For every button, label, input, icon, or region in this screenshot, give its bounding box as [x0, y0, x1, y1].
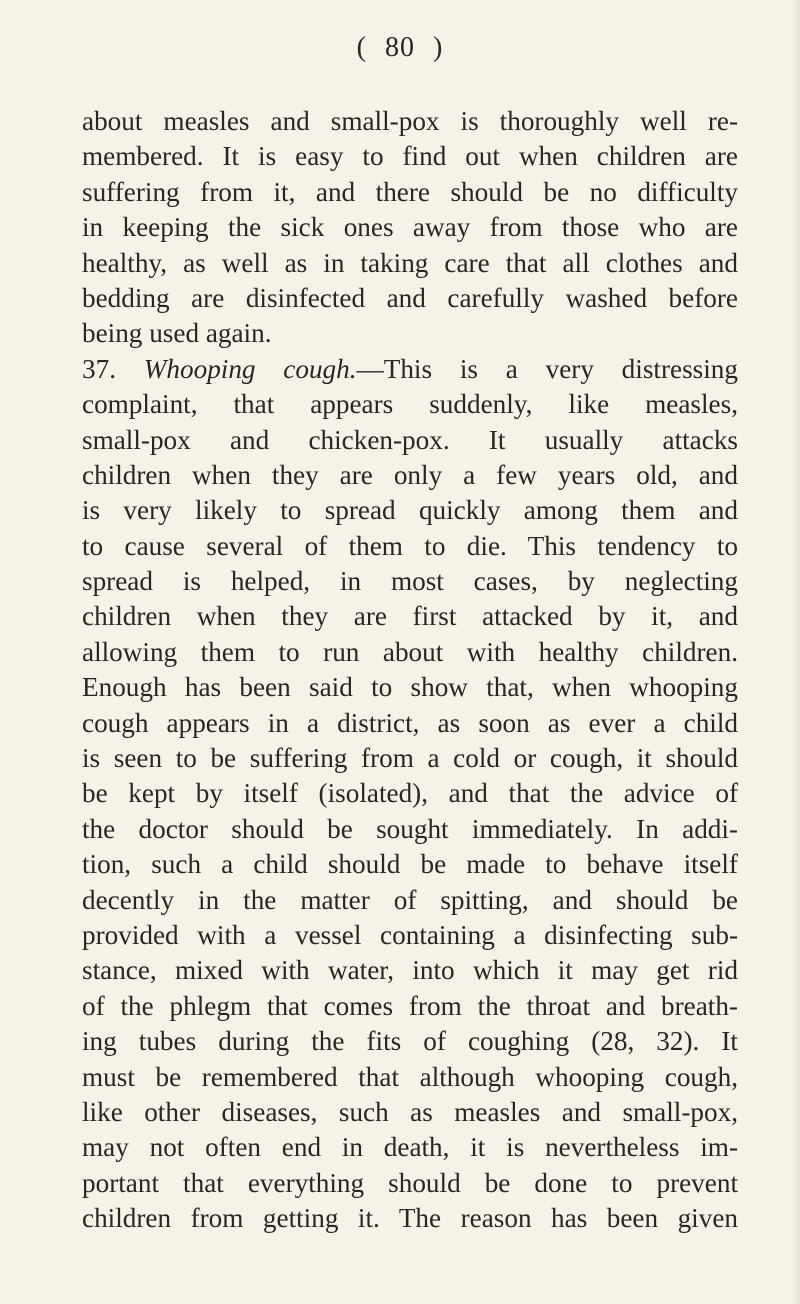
- text-line: small-pox and chicken-pox. It usually attacks: [82, 424, 738, 455]
- text-line: in keeping the sick ones away from those who are: [82, 212, 738, 243]
- text-line: portant that everything should be done to prevent: [82, 1167, 738, 1198]
- text-line: must be remembered that although whooping cough,: [82, 1061, 738, 1092]
- text-line: membered. It is easy to find out when children are: [82, 141, 738, 172]
- text-line: spread is helped, in most cases, by neglecting: [82, 566, 738, 597]
- section-number: 37.: [82, 353, 116, 384]
- text-line: tion, such a child should be made to behave itself: [82, 849, 738, 880]
- section-heading-continuation: —This is a very distressing: [356, 353, 738, 384]
- text-line: of the phlegm that comes from the throat and breath-: [82, 990, 738, 1021]
- text-line: the doctor should be sought immediately. In addi-: [82, 813, 738, 844]
- text-line: healthy, as well as in taking care that all clothes and: [82, 247, 738, 278]
- text-line: may not often end in death, it is nevertheless im-: [82, 1132, 738, 1163]
- text-line: complaint, that appears suddenly, like measles,: [82, 389, 738, 420]
- paragraph-end-line: being used again.: [82, 318, 272, 349]
- text-line: Enough has been said to show that, when whooping: [82, 672, 738, 703]
- body-text: [82, 104, 738, 1237]
- text-line: children from getting it. The reason has been given: [82, 1203, 738, 1234]
- section-heading: Whooping cough.: [143, 353, 357, 384]
- text-line: children when they are first attacked by it, and: [82, 601, 738, 632]
- text-line: cough appears in a district, as soon as ever a child: [82, 707, 738, 738]
- page-edge-shadow: [792, 0, 800, 1304]
- text-line: decently in the matter of spitting, and should be: [82, 884, 738, 915]
- text-line: is seen to be suffering from a cold or cough, it should: [82, 743, 738, 774]
- text-line: like other diseases, such as measles and small-pox,: [82, 1096, 738, 1127]
- text-line: is very likely to spread quickly among them and: [82, 495, 738, 526]
- page-number-value: 80: [385, 32, 415, 63]
- text-line: stance, mixed with water, into which it may get rid: [82, 955, 738, 986]
- text-line: allowing them to run about with healthy children.: [82, 636, 738, 667]
- text-line: ing tubes during the fits of coughing (28, 32). It: [82, 1026, 738, 1057]
- text-line: provided with a vessel containing a disinfecting sub-: [82, 919, 738, 950]
- text-line: about measles and small-pox is thoroughly well re-: [82, 106, 738, 136]
- text-line: children when they are only a few years old, and: [82, 459, 738, 490]
- text-line: be kept by itself (isolated), and that the advice of: [82, 778, 738, 809]
- section-heading-line: [82, 352, 738, 387]
- page-number-open-paren: (: [356, 32, 367, 63]
- text-line: bedding are disinfected and carefully washed before: [82, 282, 738, 313]
- text-line: suffering from it, and there should be no difficulty: [82, 176, 738, 207]
- page-number-close-paren: ): [433, 32, 444, 63]
- page-number: [0, 30, 800, 66]
- text-line: to cause several of them to die. This tendency to: [82, 530, 738, 561]
